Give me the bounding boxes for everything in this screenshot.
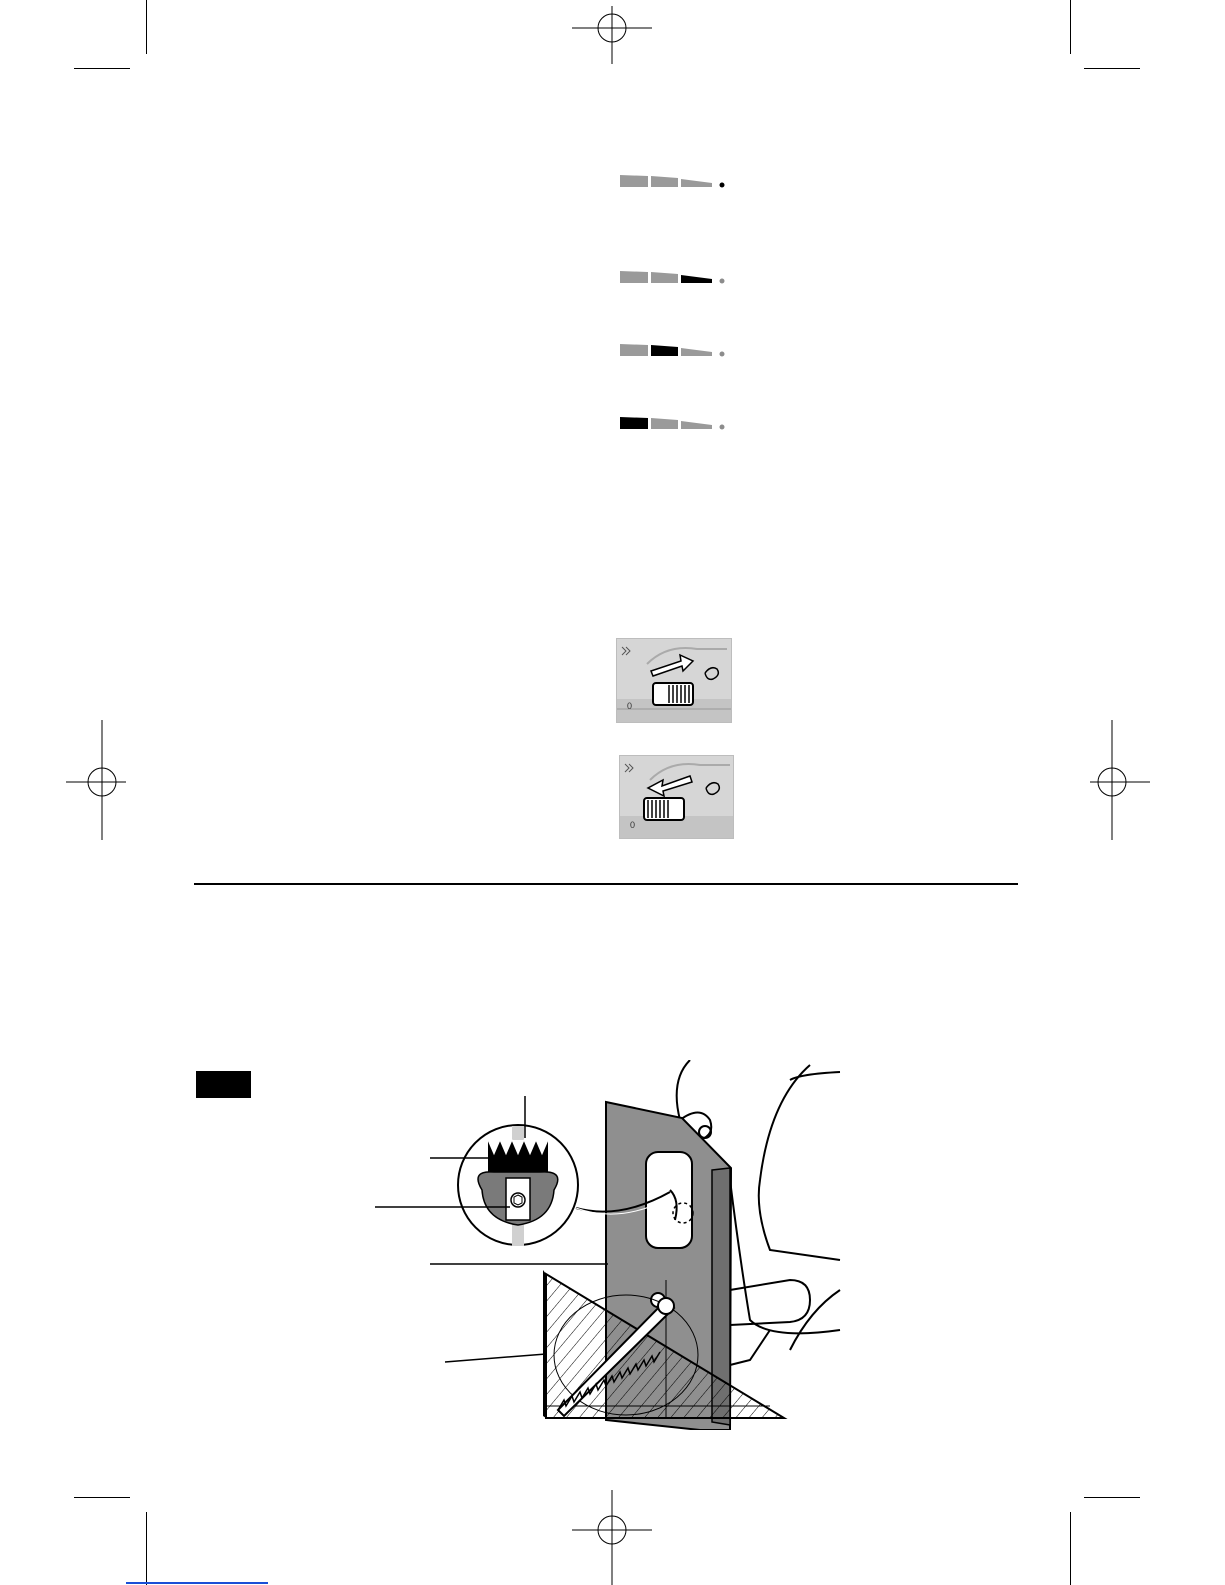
registration-mark-top-icon xyxy=(572,6,652,66)
mode-icon-2 xyxy=(620,344,730,360)
svg-text:0: 0 xyxy=(630,820,636,830)
hex-screw-icon xyxy=(511,1193,525,1207)
mode-icon-3 xyxy=(620,417,730,433)
mode-icon-1 xyxy=(620,271,730,287)
blade-alignment-illustration xyxy=(370,1060,850,1430)
switch-photo-forward xyxy=(616,638,732,723)
registration-mark-right-icon xyxy=(1090,720,1150,840)
footer-link-underline[interactable] xyxy=(126,1582,268,1584)
figure-badge xyxy=(196,1071,251,1098)
mode-icon-0 xyxy=(620,175,730,191)
switch-photo-back xyxy=(619,755,734,839)
registration-mark-left-icon xyxy=(66,720,126,840)
svg-text:0: 0 xyxy=(627,701,633,711)
section-divider xyxy=(194,883,1018,885)
registration-mark-bottom-icon xyxy=(572,1490,652,1585)
